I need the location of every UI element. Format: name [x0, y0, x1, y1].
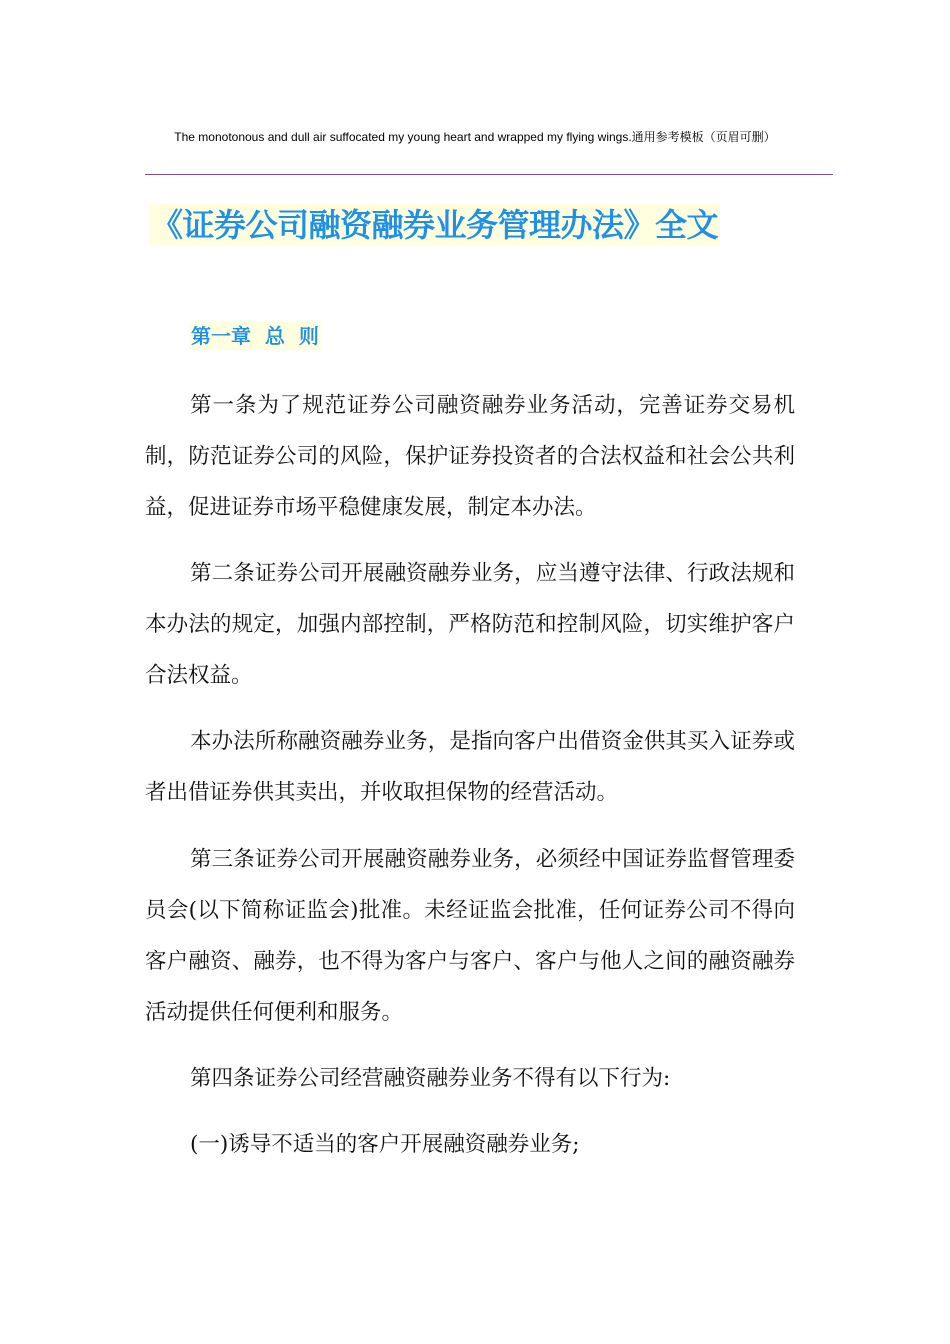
paragraph-item-1: (一)诱导不适当的客户开展融资融券业务; — [190, 1132, 580, 1157]
paragraph-article-1: 第一条为了规范证券公司融资融券业务活动，完善证券交易机制，防范证券公司的风险，保护证券投资者的合法权益和社会公共利益，促进证券市场平稳健康发展，制定本办法。 — [145, 393, 795, 520]
header-divider — [145, 174, 833, 175]
paragraph-article-3: 第三条证券公司开展融资融券业务，必须经中国证券监督管理委员会(以下简称证监会)批准。未经证监会批准，任何证券公司不得向客户融资、融券，也不得为客户与客户、客户与他人之间的融资融券活动提供任何便利和服务。 — [145, 847, 795, 1025]
page-header: The monotonous and dull air suffocated my young heart and wrapped my flying wings.通用参考模板（页眉可删） — [174, 130, 776, 144]
paragraph-article-4: 第四条证券公司经营融资融券业务不得有以下行为: — [190, 1066, 671, 1091]
paragraph-article-2: 第二条证券公司开展融资融券业务，应当遵守法律、行政法规和本办法的规定，加强内部控制，严格防范和控制风险，切实维护客户合法权益。 — [145, 561, 795, 688]
document-title: 《证券公司融资融券业务管理办法》全文 — [151, 206, 719, 244]
paragraph-definition: 本办法所称融资融券业务，是指向客户出借资金供其买入证券或者出借证券供其卖出，并收取担保物的经营活动。 — [145, 729, 795, 805]
chapter-heading: 第一章 总 则 — [191, 324, 319, 348]
